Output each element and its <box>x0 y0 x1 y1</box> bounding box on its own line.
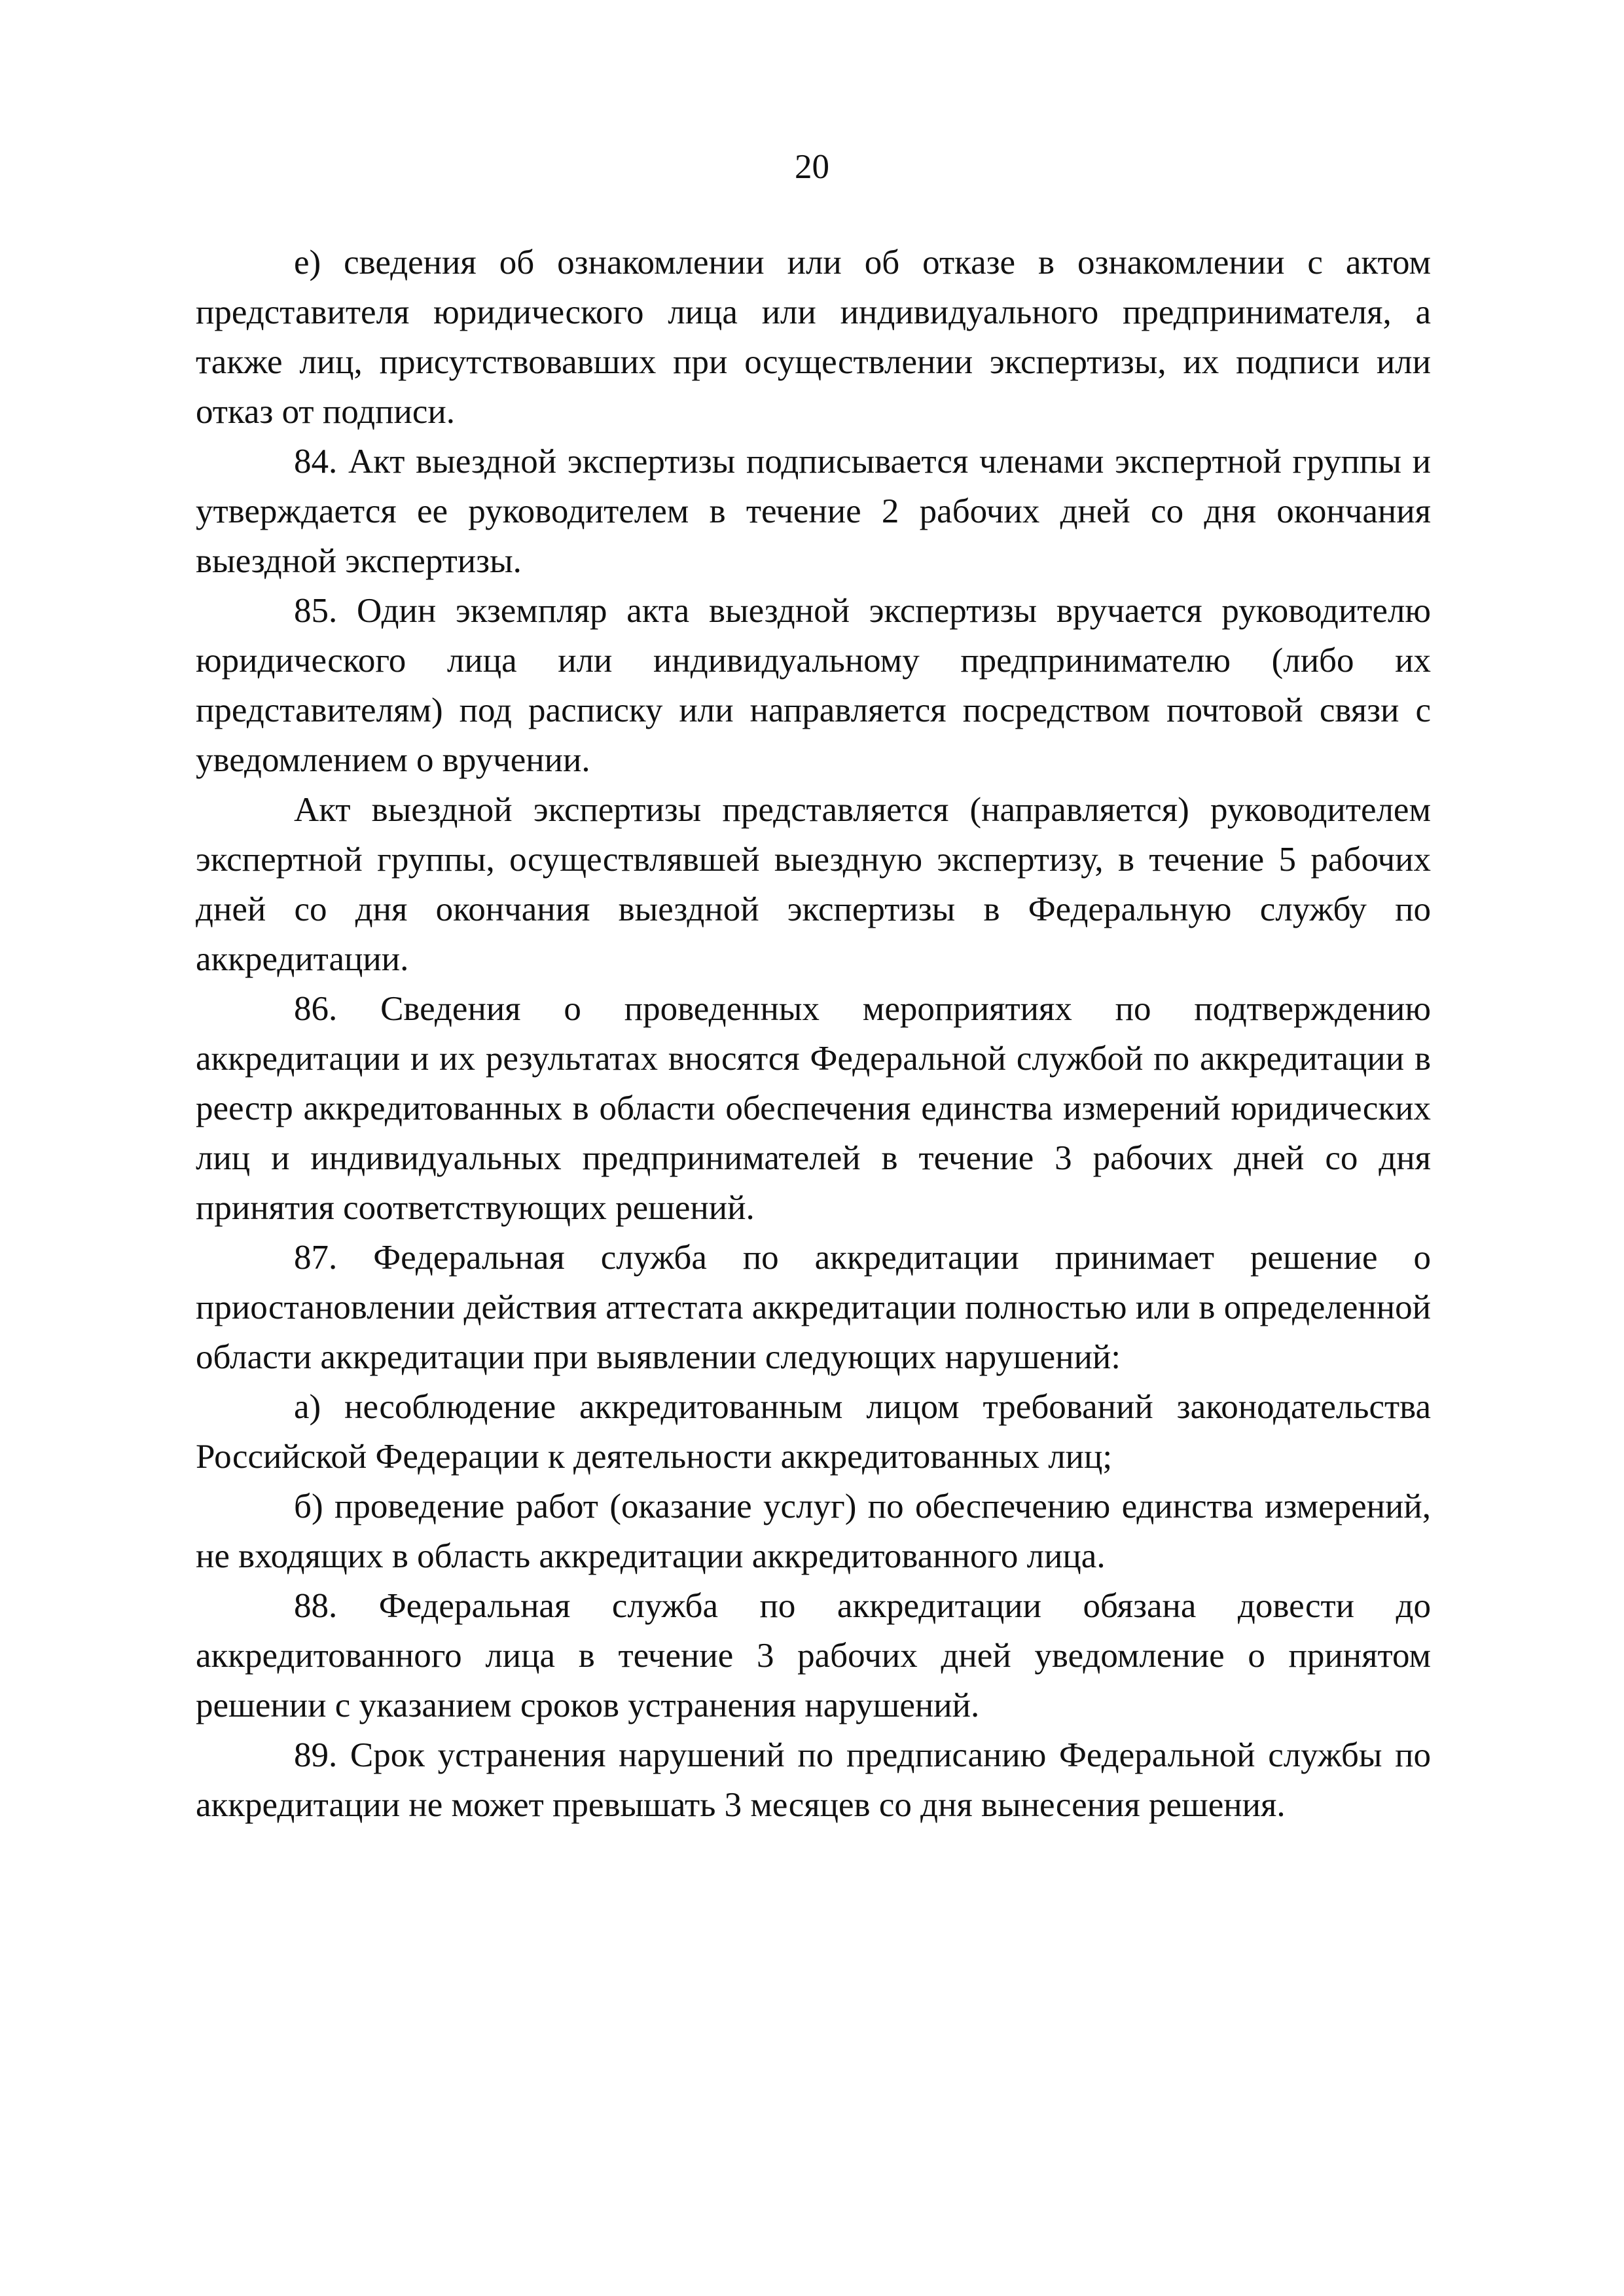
page-number: 20 <box>795 148 829 186</box>
paragraph-88: 88. Федеральная служба по аккредитации обязана довести до аккредитованного лица в течение 3 рабочих дней уведомление о принятом решении с указанием сроков устранения нарушений. <box>196 1587 1431 1724</box>
document-body <box>196 238 1431 1830</box>
paragraph-86: 86. Сведения о проведенных мероприятиях по подтверждению аккредитации и их результатах вносятся Федеральной службой по аккредитации в реестр аккредитованных в области обеспечения единства измерений юридических лиц и индивидуальных предпринимателей в течение 3 рабочих дней со дня принятия соответствующих решений. <box>196 990 1431 1227</box>
paragraph-89: 89. Срок устранения нарушений по предписанию Федеральной службы по аккредитации не может превышать 3 месяцев со дня вынесения решения. <box>196 1736 1431 1824</box>
paragraph-85-act-submission: Акт выездной экспертизы представляется (направляется) руководителем экспертной группы, осуществлявшей выездную экспертизу, в течение 5 рабочих дней со дня окончания выездной экспертизы в Федеральную службу по аккредитации. <box>196 791 1431 978</box>
paragraph-87: 87. Федеральная служба по аккредитации принимает решение о приостановлении действия аттестата аккредитации полностью или в определенной области аккредитации при выявлении следующих нарушений: <box>196 1239 1431 1376</box>
paragraph-e-acquaintance: е) сведения об ознакомлении или об отказе в ознакомлении с актом представителя юридического лица или индивидуального предпринимателя, а также лиц, присутствовавших при осуществлении экспертизы, их подписи или отказ от подписи. <box>196 244 1431 431</box>
paragraph-84: 84. Акт выездной экспертизы подписывается членами экспертной группы и утверждается ее руководителем в течение 2 рабочих дней со дня окончания выездной экспертизы. <box>196 443 1431 580</box>
paragraph-87-b: б) проведение работ (оказание услуг) по обеспечению единства измерений, не входящих в область аккредитации аккредитованного лица. <box>196 1487 1431 1575</box>
paragraph-85: 85. Один экземпляр акта выездной экспертизы вручается руководителю юридического лица или индивидуальному предпринимателю (либо их представителям) под расписку или направляется посредством почтовой связи с уведомлением о вручении. <box>196 592 1431 779</box>
paragraph-87-a: а) несоблюдение аккредитованным лицом требований законодательства Российской Федерации к деятельности аккредитованных лиц; <box>196 1388 1431 1476</box>
